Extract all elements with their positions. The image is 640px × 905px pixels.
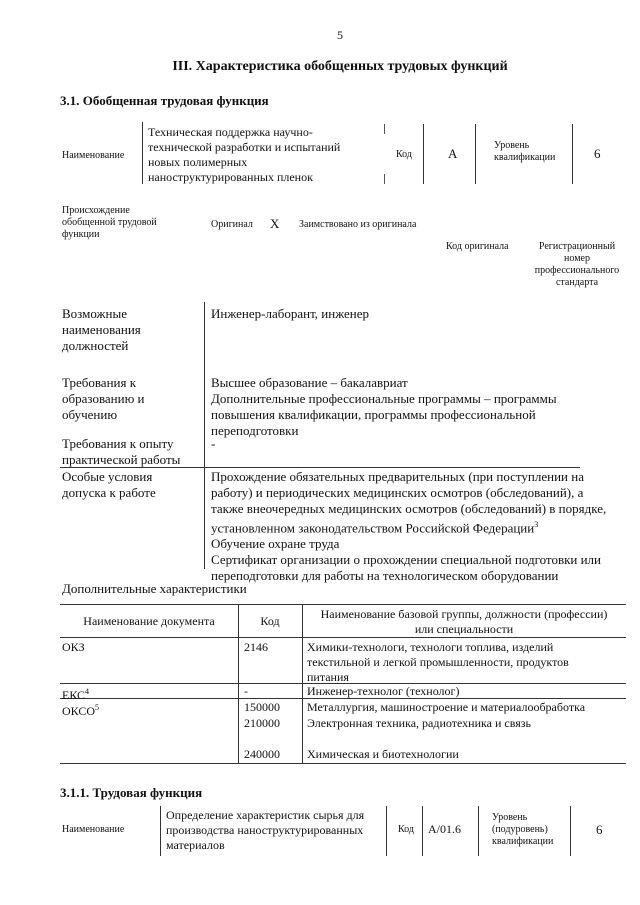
info-label-line: Особые условия: [62, 469, 153, 484]
gtf-heading: 3.1. Обобщенная трудовая функция: [60, 93, 269, 108]
level-label-line: Уровень: [494, 140, 530, 151]
row-name: Инженер-технолог (технолог): [307, 684, 460, 698]
info-value-line: переподготовки для работы на технологическом оборудовании: [211, 568, 559, 584]
row-name-line: питания: [307, 670, 349, 684]
row-name-line: Химики-технологи, технологи топлива, изделий: [307, 640, 554, 654]
footnote-ref: 4: [85, 687, 90, 696]
gtf-level-value: 6: [594, 146, 601, 161]
info-value: -: [211, 436, 216, 451]
tf-name-line: производства наноструктурированных: [166, 823, 364, 837]
section-title: III. Характеристика обобщенных трудовых функций: [172, 59, 508, 74]
gtf-code-value: А: [448, 146, 458, 161]
origin-label-line: Происхождение: [62, 205, 130, 216]
reg-number-line: Регистрационный: [538, 241, 616, 252]
info-value-line: также внеочередных медицинских осмотров (обследований) в порядке,: [211, 501, 607, 516]
info-label-line: наименования: [62, 322, 141, 337]
info-value-line: работу) и периодических медицинских осмотров (обследований), а: [211, 485, 584, 500]
info-value-line: [211, 517, 606, 536]
reg-number-line: стандарта: [555, 277, 599, 288]
row-code: 240000: [244, 747, 280, 761]
row-doc-text: ЕКС: [62, 688, 86, 702]
tf-name-line: материалов: [166, 838, 225, 852]
col-name-header-line: Наименование базовой группы, должности (профессии): [320, 607, 608, 621]
row-code: 210000: [244, 716, 280, 730]
info-label: [62, 436, 180, 468]
info-value-line: Прохождение обязательных предварительных (при поступлении на: [211, 469, 584, 484]
info-value-line: повышения квалификации, программы профессиональной: [211, 407, 536, 422]
row-doc: [62, 700, 99, 719]
row-name: [307, 640, 569, 685]
tf-level-value: 6: [596, 822, 603, 837]
reg-number-line: номер: [564, 253, 590, 264]
info-label: [62, 375, 145, 423]
tf-code-label: Код: [398, 824, 414, 835]
tf-name-line: Определение характеристик сырья для: [166, 808, 365, 822]
gtf-level-label: [494, 140, 555, 164]
row-doc: ОКЗ: [62, 640, 85, 654]
footnote-ref: 5: [95, 703, 100, 712]
gtf-name-line: Техническая поддержка научно-: [148, 125, 313, 139]
level-label-line: квалификации: [494, 152, 556, 163]
tf-name-label: Наименование: [62, 824, 125, 835]
info-label-line: Требования к опыту: [62, 436, 174, 451]
origin-label: [62, 205, 157, 241]
col-name-header-line: или специальности: [414, 622, 514, 636]
info-value: Инженер-лаборант, инженер: [211, 306, 370, 321]
origin-label-line: функции: [62, 229, 100, 240]
col-doc-header: Наименование документа: [83, 614, 215, 628]
tf-code-value: A/01.6: [428, 822, 461, 836]
info-value-text: установленном законодательством Российской Федерации: [211, 520, 535, 536]
additional-heading: Дополнительные характеристики: [62, 581, 247, 596]
info-value-line: Высшее образование – бакалавриат: [211, 375, 408, 390]
col-name-header: [302, 607, 626, 637]
info-value-line: переподготовки: [211, 423, 299, 438]
origin-code-label: Код оригинала: [446, 241, 509, 252]
borrowed-label: Заимствовано из оригинала: [299, 219, 417, 230]
gtf-name-label: Наименование: [62, 150, 125, 161]
info-label-line: Требования к: [62, 375, 137, 390]
origin-label-line: обобщенной трудовой: [62, 217, 157, 228]
info-label-line: практической работы: [62, 452, 181, 467]
col-code-header: Код: [260, 614, 280, 628]
tf-level-label: [492, 812, 553, 848]
row-name: Электронная техника, радиотехника и связь: [307, 716, 531, 730]
info-label-line: обучению: [62, 407, 118, 422]
tf-name-value: [166, 808, 364, 853]
reg-number-label: [522, 241, 632, 289]
tf-level-label-line: Уровень: [492, 812, 528, 823]
original-label: Оригинал: [211, 219, 253, 230]
row-code: -: [244, 684, 248, 698]
footnote-ref: 3: [534, 520, 539, 529]
tf-heading: 3.1.1. Трудовая функция: [60, 785, 203, 800]
row-doc-text: ОКСО: [62, 704, 96, 718]
info-label: [62, 469, 156, 501]
reg-number-line: профессионального: [534, 265, 620, 276]
info-value-line: Сертификат организации о прохождении специальной подготовки или: [211, 552, 602, 568]
row-name-line: текстильной и легкой промышленности, продуктов: [307, 655, 569, 669]
page-number: 5: [337, 28, 343, 42]
gtf-name-line: новых полимерных: [148, 155, 248, 169]
info-label: [62, 306, 141, 354]
row-code: 150000: [244, 700, 280, 714]
tf-level-label-line: (подуровень): [492, 824, 548, 835]
row-name: Металлургия, машиностроение и материалообработка: [307, 700, 586, 714]
info-label-line: Возможные: [62, 306, 127, 321]
tf-level-label-line: квалификации: [492, 836, 554, 847]
info-label-line: образованию и: [62, 391, 145, 406]
row-code: 2146: [244, 640, 268, 654]
info-label-line: должностей: [62, 338, 129, 353]
original-mark: X: [270, 216, 280, 231]
gtf-name-line: наноструктурированных пленок: [148, 170, 313, 184]
gtf-name-line: технической разработки и испытаний: [148, 140, 341, 154]
info-value-line: Обучение охране труда: [211, 536, 340, 552]
info-value-line: Дополнительные профессиональные программы – программы: [211, 391, 557, 406]
info-label-line: допуска к работе: [62, 485, 156, 500]
row-name: Химическая и биотехнологии: [307, 747, 459, 761]
info-value: [211, 469, 606, 584]
gtf-code-label: Код: [396, 149, 412, 160]
info-value: [211, 375, 557, 439]
